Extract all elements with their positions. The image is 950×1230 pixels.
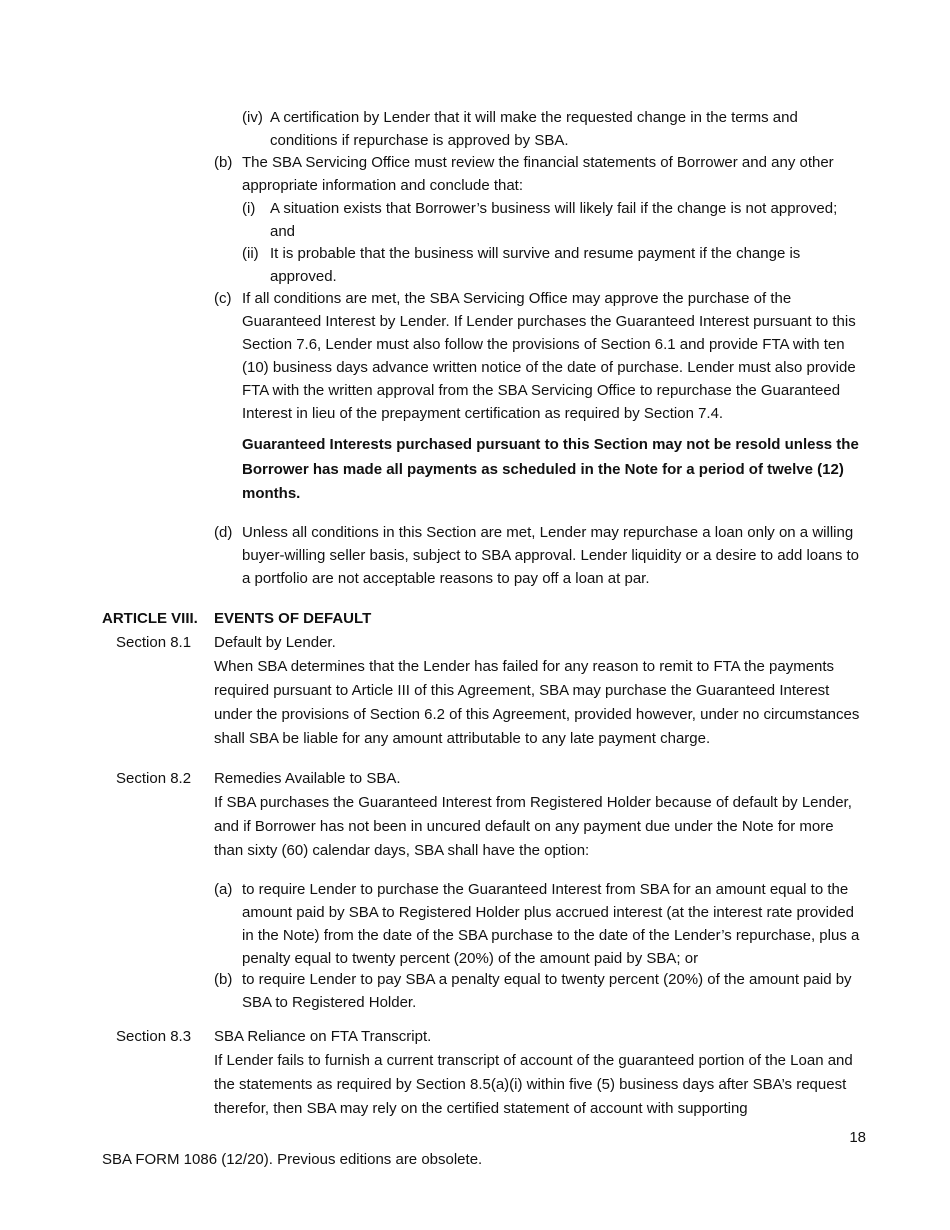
- footer-text: SBA FORM 1086 (12/20). Previous editions are obsolete.: [102, 1151, 483, 1168]
- list-text: to require Lender to purchase the Guaranteed Interest from SBA for an amount equal to the amount paid by SBA to Registered Holder plus accrued interest (at the interest rate provided in the Note) from the date of the SBA purchase to the date of the Lender’s repurchase, plus a penalty equal to twenty percent (20%) of the amount paid by SBA; or: [242, 881, 860, 967]
- section-title: Remedies Available to SBA.: [214, 770, 401, 787]
- list-item-d: [214, 521, 866, 590]
- section-title: SBA Reliance on FTA Transcript.: [214, 1028, 432, 1045]
- section-body: If SBA purchases the Guaranteed Interest from Registered Holder because of default by Lender, and if Borrower has not been in uncured default on any payment due under the Note for more than sixty (60) calendar days, SBA shall have the option:: [214, 794, 852, 859]
- section-number: Section 8.1: [116, 634, 192, 651]
- list-label: (b): [214, 971, 233, 988]
- bold-note: Guaranteed Interests purchased pursuant to this Section may not be resold unless the Borrower has made all payments as scheduled in the Note for a period of twelve (12) months.: [242, 436, 859, 502]
- list-text: to require Lender to pay SBA a penalty equal to twenty percent (20%) of the amount paid by SBA to Registered Holder.: [242, 971, 852, 1011]
- list-item-b2: [214, 968, 866, 1014]
- section-title: Default by Lender.: [214, 634, 336, 651]
- list-label: (i): [242, 200, 256, 217]
- list-label: (b): [214, 154, 233, 171]
- list-label: (a): [214, 881, 233, 898]
- list-text: If all conditions are met, the SBA Servicing Office may approve the purchase of the Guaranteed Interest by Lender. If Lender purchases the Guaranteed Interest pursuant to this Section 7.6, Lender must also follow the provisions of Section 6.1 and provide FTA with ten (10) business days advance written notice of the date of purchase. Lender must also provide FTA with the written approval from the SBA Servicing Office to repurchase the Guaranteed Interest in lieu of the prepayment certification as required by Section 7.4.: [242, 290, 856, 422]
- section-number: Section 8.3: [116, 1028, 192, 1045]
- list-item-b-ii: [242, 242, 866, 288]
- list-item-a: [214, 878, 866, 970]
- list-item-b-i: [242, 197, 866, 243]
- list-text: The SBA Servicing Office must review the financial statements of Borrower and any other appropriate information and conclude that:: [242, 154, 834, 194]
- list-label: (ii): [242, 245, 259, 262]
- section-number: Section 8.2: [116, 770, 192, 787]
- list-label: (iv): [242, 109, 263, 126]
- list-item-iv: [242, 106, 866, 152]
- page-number: 18: [849, 1129, 866, 1146]
- article-title: EVENTS OF DEFAULT: [214, 610, 372, 627]
- list-text: Unless all conditions in this Section are met, Lender may repurchase a loan only on a willing buyer-willing seller basis, subject to SBA approval. Lender liquidity or a desire to add loans to a portfolio are not acceptable reasons to pay off a loan at par.: [242, 524, 860, 587]
- section-body: When SBA determines that the Lender has failed for any reason to remit to FTA the payments required pursuant to Article III of this Agreement, SBA may purchase the Guaranteed Interest under the provisions of Section 6.2 of this Agreement, provided however, under no circumstances shall SBA be liable for any amount attributable to any late payment charge.: [214, 658, 860, 747]
- list-text: A situation exists that Borrower’s business will likely fail if the change is not approved; and: [270, 200, 838, 240]
- list-label: (c): [214, 290, 232, 307]
- list-text: A certification by Lender that it will make the requested change in the terms and conditions if repurchase is approved by SBA.: [270, 109, 798, 149]
- article-number: ARTICLE VIII.: [102, 610, 198, 627]
- list-item-c: [214, 287, 868, 425]
- section-body: If Lender fails to furnish a current transcript of account of the guaranteed portion of the Loan and the statements as required by Section 8.5(a)(i) within five (5) business days after SBA’s request therefor, then SBA may rely on the certified statement of account with supporting: [214, 1052, 853, 1117]
- list-text: It is probable that the business will survive and resume payment if the change is approved.: [270, 245, 801, 285]
- list-item-b: [214, 151, 866, 197]
- list-label: (d): [214, 524, 233, 541]
